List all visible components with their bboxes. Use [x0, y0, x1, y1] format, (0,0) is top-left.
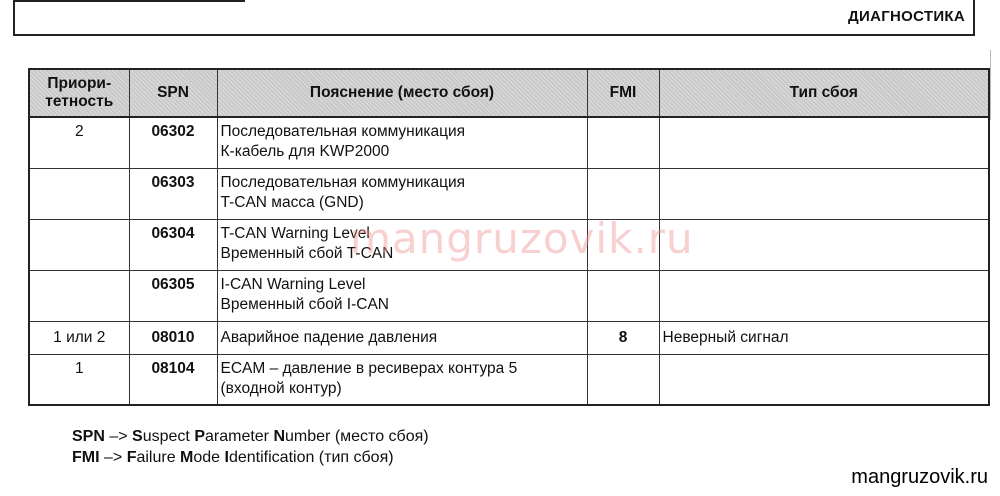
legend-fmi-line	[72, 447, 429, 468]
legend-word: uspect	[142, 428, 195, 445]
description-line: I-CAN Warning Level	[220, 275, 366, 293]
col-header-description: Пояснение (место сбоя)	[217, 69, 587, 117]
cell-description	[217, 270, 587, 321]
cell-description	[217, 321, 587, 354]
legend-letter: N	[273, 428, 286, 445]
cell-fault-type	[659, 270, 989, 321]
legend-word: dentification (тип сбоя)	[228, 449, 394, 466]
legend-word: arameter	[204, 428, 274, 445]
abbreviation-legend	[72, 426, 429, 468]
cell-fmi	[587, 168, 659, 219]
table-row	[29, 219, 989, 270]
legend-letter: S	[132, 428, 143, 445]
description-line: Временный сбой T-CAN	[220, 244, 394, 262]
description-line: Последовательная коммуникация	[220, 173, 466, 191]
description-line: Аварийное падение давления	[220, 328, 438, 346]
cell-fault-type: Неверный сигнал	[659, 321, 989, 354]
cell-description	[217, 117, 587, 168]
col-header-priority: Приори- тетность	[29, 69, 129, 117]
legend-word: umber (место сбоя)	[285, 428, 429, 445]
cell-fmi	[587, 354, 659, 405]
cell-priority: 2	[29, 117, 129, 168]
legend-letter: F	[126, 449, 137, 466]
legend-word: ailure	[136, 449, 181, 466]
cell-spn: 06304	[129, 219, 217, 270]
description-line: ECAM – давление в ресиверах контура 5	[220, 359, 518, 377]
description-line: T-CAN Warning Level	[220, 224, 370, 242]
watermark: mangruzovik.ru	[350, 214, 694, 263]
description-line: T-CAN масса (GND)	[220, 193, 364, 211]
cell-spn: 06302	[129, 117, 217, 168]
table-row	[29, 354, 989, 405]
legend-arrow: –>	[104, 428, 133, 445]
table-row	[29, 270, 989, 321]
description-line: (входной контур)	[220, 379, 342, 397]
legend-word: ode	[193, 449, 225, 466]
description-line: К-кабель для KWP2000	[220, 143, 390, 160]
cell-fmi	[587, 117, 659, 168]
col-header-spn: SPN	[129, 69, 217, 117]
section-title: ДИАГНОСТИКА	[848, 8, 965, 25]
cell-spn: 06303	[129, 168, 217, 219]
table-row	[29, 117, 989, 168]
table-row	[29, 321, 989, 354]
cell-fmi	[587, 270, 659, 321]
cell-description	[217, 219, 587, 270]
legend-letter: P	[194, 428, 205, 445]
cell-fmi: 8	[587, 321, 659, 354]
cell-fault-type	[659, 219, 989, 270]
description-line: Временный сбой I-CAN	[220, 295, 389, 313]
table-header-row	[29, 69, 989, 117]
cell-fault-type	[659, 354, 989, 405]
cell-spn: 08010	[129, 321, 217, 354]
legend-letter: I	[224, 449, 229, 466]
cell-priority	[29, 270, 129, 321]
col-header-fault-type: Тип сбоя	[659, 69, 989, 117]
legend-letter: M	[180, 449, 194, 466]
cell-priority: 1	[29, 354, 129, 405]
cell-spn: 08104	[129, 354, 217, 405]
cell-fault-type	[659, 117, 989, 168]
site-watermark: mangruzovik.ru	[851, 466, 988, 488]
cell-fault-type	[659, 168, 989, 219]
legend-fmi-abbr: FMI	[72, 449, 100, 466]
cell-fmi	[587, 219, 659, 270]
col-header-fmi: FMI	[587, 69, 659, 117]
legend-arrow: –>	[99, 449, 127, 466]
cell-spn: 06305	[129, 270, 217, 321]
header-frame	[13, 0, 975, 36]
cell-description	[217, 168, 587, 219]
cell-priority	[29, 168, 129, 219]
cell-priority	[29, 219, 129, 270]
description-line: Последовательная коммуникация	[220, 123, 466, 140]
cell-description	[217, 354, 587, 405]
diagnostics-table	[28, 68, 990, 406]
cell-priority: 1 или 2	[29, 321, 129, 354]
page-edge-line	[990, 50, 991, 120]
legend-spn-line	[72, 426, 429, 447]
legend-spn-abbr: SPN	[72, 428, 105, 445]
table-row	[29, 168, 989, 219]
